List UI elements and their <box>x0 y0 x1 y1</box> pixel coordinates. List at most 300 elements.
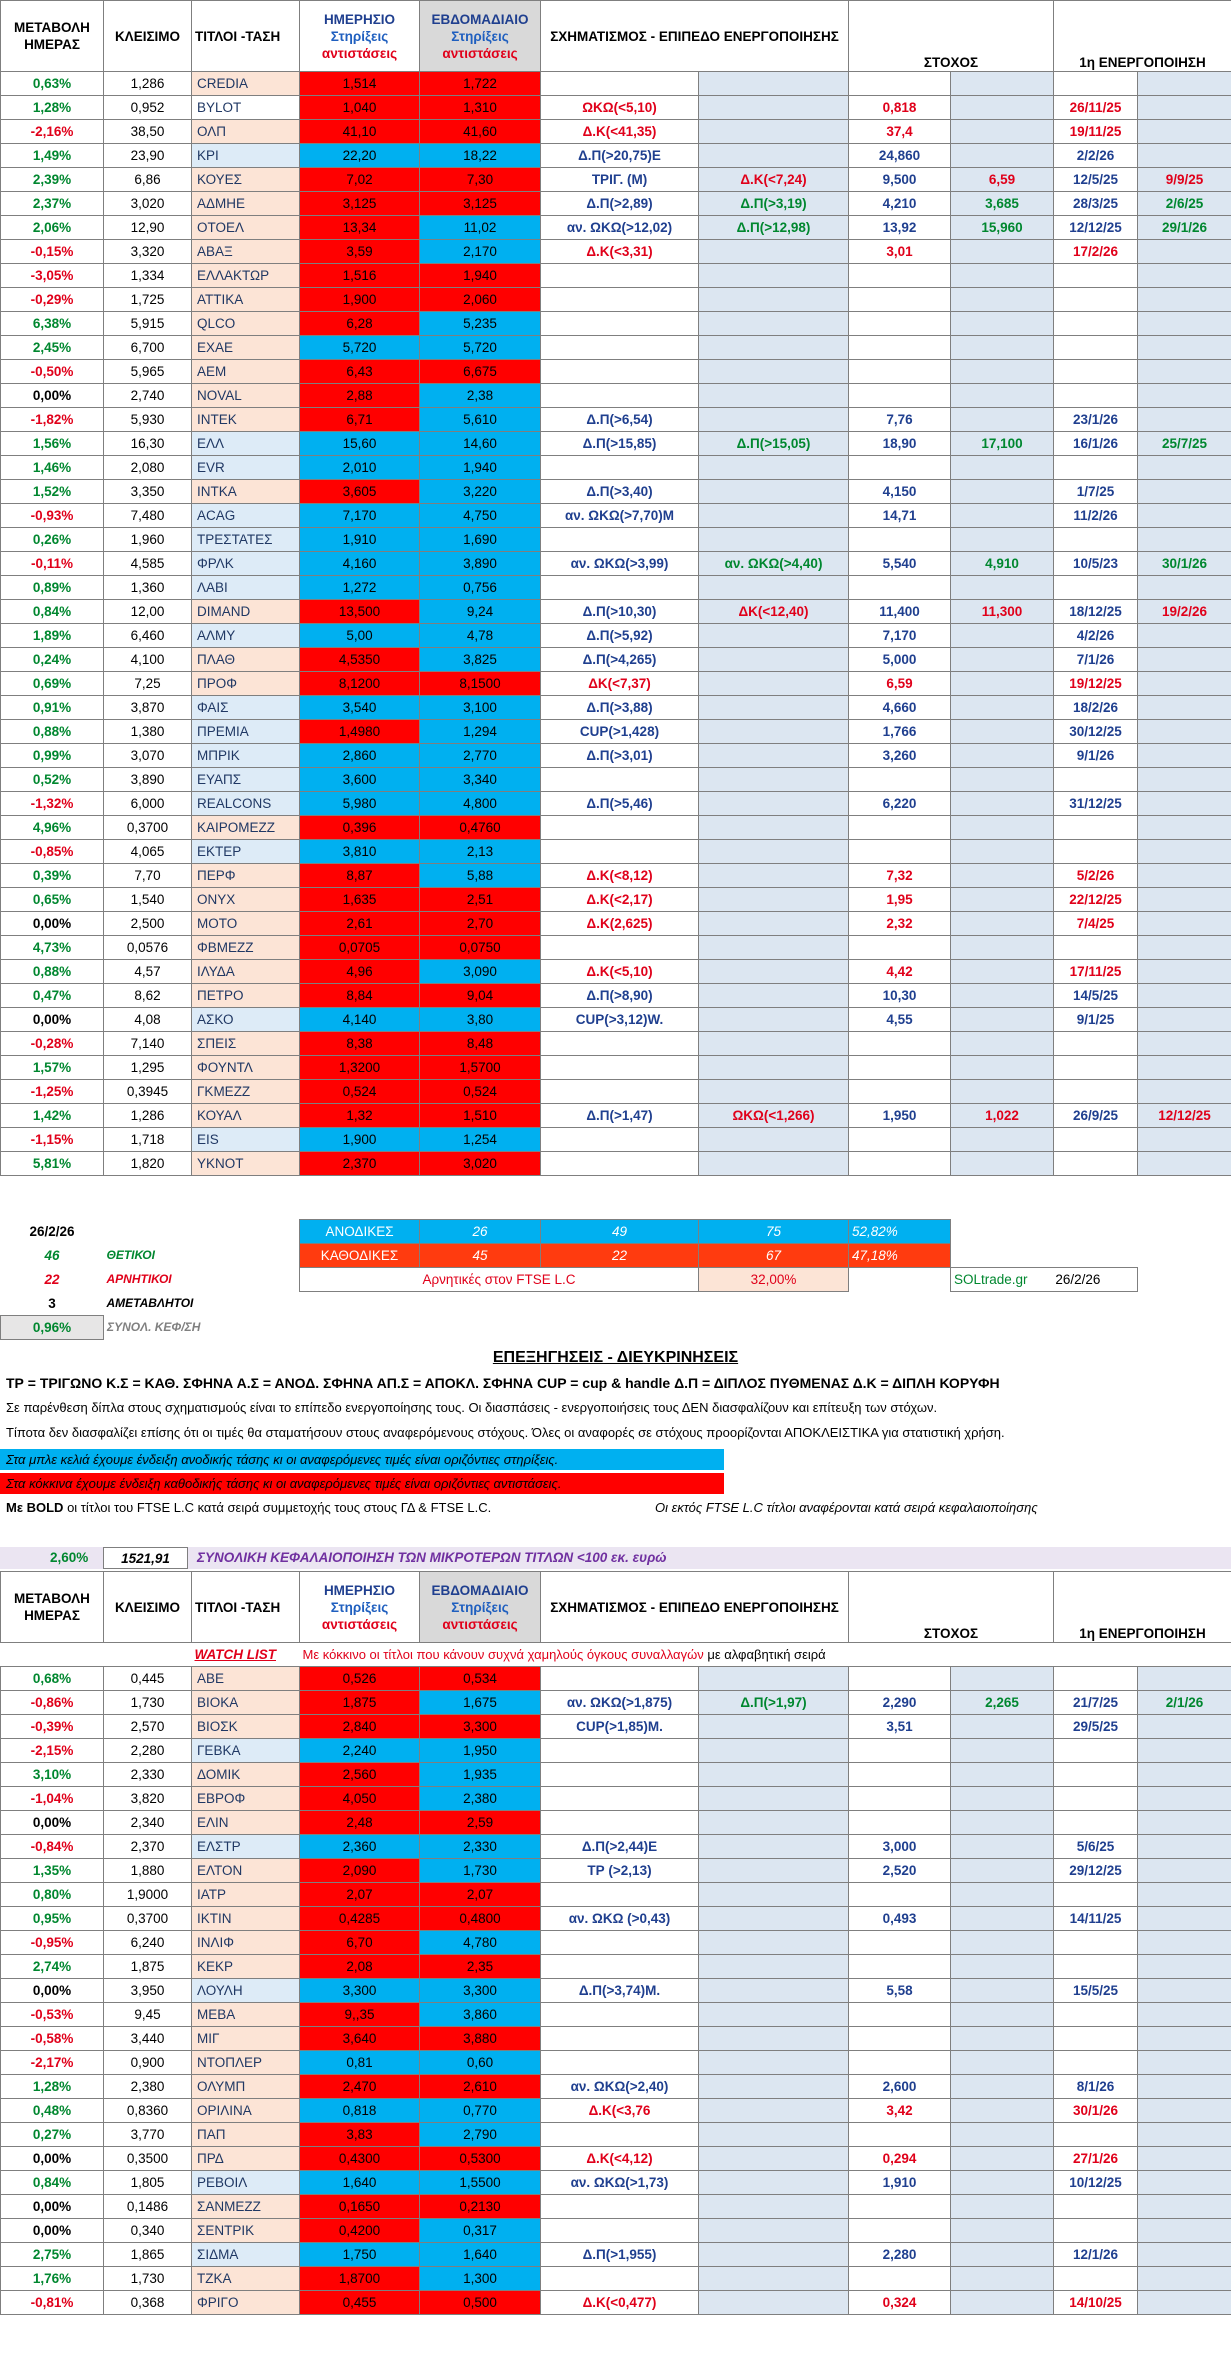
target-cell: 3,000 <box>849 1835 951 1859</box>
target-alt-cell <box>951 1955 1054 1979</box>
target-cell: 18,90 <box>849 432 951 456</box>
change-cell: 0,84% <box>1 2171 104 2195</box>
daily-level-cell: 2,010 <box>300 456 420 480</box>
activation-cell <box>1054 816 1138 840</box>
target-cell <box>849 1883 951 1907</box>
weekly-level-cell: 1,722 <box>420 72 541 96</box>
change-cell: 0,88% <box>1 720 104 744</box>
change-cell: 2,74% <box>1 1955 104 1979</box>
daily-level-cell: 3,605 <box>300 480 420 504</box>
weekly-level-cell: 1,640 <box>420 2243 541 2267</box>
target-cell <box>849 528 951 552</box>
table-row <box>1 1763 1231 1787</box>
pattern-cell: Δ.Κ(2,625) <box>541 912 699 936</box>
change-cell: 2,37% <box>1 192 104 216</box>
main-table <box>0 0 1231 1176</box>
daily-level-cell: 4,160 <box>300 552 420 576</box>
daily-level-cell: 2,840 <box>300 1715 420 1739</box>
daily-level-cell: 1,875 <box>300 1691 420 1715</box>
ticker-cell: ΕΛΙΝ <box>192 1811 300 1835</box>
target-cell <box>849 2219 951 2243</box>
watchlist-note-red: Με κόκκινο οι τίτλοι που κάνουν συχνά χαμηλούς όγκους συναλλαγών <box>302 1647 704 1662</box>
up-daily: 26 <box>420 1220 541 1244</box>
pattern-cell <box>541 288 699 312</box>
activation-cell: 30/12/25 <box>1054 720 1138 744</box>
table-row <box>1 1104 1231 1128</box>
activation-alt-cell <box>1138 2003 1231 2027</box>
weekly-level-cell: 3,125 <box>420 192 541 216</box>
daily-level-cell: 2,48 <box>300 1811 420 1835</box>
close-cell: 6,700 <box>104 336 192 360</box>
target-cell: 0,324 <box>849 2291 951 2315</box>
table-row <box>1 792 1231 816</box>
activation-alt-cell <box>1138 456 1231 480</box>
ticker-cell: ΤΡΕΣΤΑΤΕΣ <box>192 528 300 552</box>
pattern-cell: αν. ΩΚΩ(>1,875) <box>541 1691 699 1715</box>
daily-level-cell: 1,910 <box>300 528 420 552</box>
activation-cell <box>1054 360 1138 384</box>
activation-alt-cell <box>1138 144 1231 168</box>
table-row <box>1 384 1231 408</box>
activation-cell: 27/1/26 <box>1054 2147 1138 2171</box>
daily-level-cell: 0,1650 <box>300 2195 420 2219</box>
close-cell: 3,820 <box>104 1787 192 1811</box>
table-row <box>1 456 1231 480</box>
ticker-cell: ΚΟΥΕΣ <box>192 168 300 192</box>
pattern-cell: Δ.Π(>15,85) <box>541 432 699 456</box>
change-cell: 0,00% <box>1 912 104 936</box>
target-alt-cell <box>951 984 1054 1008</box>
target-alt-cell <box>951 1715 1054 1739</box>
close-cell: 3,020 <box>104 192 192 216</box>
table-row <box>1 1979 1231 2003</box>
notes-line2: Τίποτα δεν διασφαλίζει επίσης ότι οι τιμές θα σταματήσουν στους αναφερόμενους στόχους. Όλες οι αναφορές σε στόχους προορίζονται ΑΠΟΚΛΕΙΣΤΙΚΑ για στατιστική χρήση. <box>6 1425 1005 1440</box>
activation-cell: 15/5/25 <box>1054 1979 1138 2003</box>
close-cell: 0,340 <box>104 2219 192 2243</box>
pattern-alt-cell: ΩΚΩ(<1,266) <box>699 1104 849 1128</box>
target-alt-cell <box>951 1128 1054 1152</box>
change-cell: -0,81% <box>1 2291 104 2315</box>
weekly-level-cell: 1,5700 <box>420 1056 541 1080</box>
change-cell: 0,69% <box>1 672 104 696</box>
daily-level-cell: 1,750 <box>300 2243 420 2267</box>
close-cell: 38,50 <box>104 120 192 144</box>
ticker-cell: DIMAND <box>192 600 300 624</box>
pattern-alt-cell <box>699 576 849 600</box>
weekly-level-cell: 2,35 <box>420 1955 541 1979</box>
target-alt-cell: 3,685 <box>951 192 1054 216</box>
target-alt-cell <box>951 1883 1054 1907</box>
pattern-alt-cell <box>699 264 849 288</box>
daily-level-cell: 0,81 <box>300 2051 420 2075</box>
table-row <box>1 696 1231 720</box>
pattern-cell: ΤΡΙΓ. (Μ) <box>541 168 699 192</box>
weekly-level-cell: 2,770 <box>420 744 541 768</box>
ticker-cell: ΜΙΓ <box>192 2027 300 2051</box>
activation-alt-cell <box>1138 264 1231 288</box>
weekly-level-cell: 0,60 <box>420 2051 541 2075</box>
close-cell: 1,960 <box>104 528 192 552</box>
weekly-level-cell: 2,380 <box>420 1787 541 1811</box>
table-row <box>1 960 1231 984</box>
daily-level-cell: 8,84 <box>300 984 420 1008</box>
pattern-cell: Δ.Π(>8,90) <box>541 984 699 1008</box>
activation-cell: 9/1/25 <box>1054 1008 1138 1032</box>
target-cell: 5,58 <box>849 1979 951 2003</box>
weekly-level-cell: 1,940 <box>420 456 541 480</box>
header-row-2 <box>1 1572 1231 1643</box>
target-alt-cell <box>951 2123 1054 2147</box>
ticker-cell: ΑΒΕ <box>192 1667 300 1691</box>
daily-level-cell: 5,720 <box>300 336 420 360</box>
ticker-cell: REALCONS <box>192 792 300 816</box>
target-cell: 5,000 <box>849 648 951 672</box>
ticker-cell: EIS <box>192 1128 300 1152</box>
pattern-cell: Δ.Π(>3,40) <box>541 480 699 504</box>
pattern-alt-cell <box>699 864 849 888</box>
change-cell: 0,88% <box>1 960 104 984</box>
activation-alt-cell <box>1138 816 1231 840</box>
activation-cell: 19/12/25 <box>1054 672 1138 696</box>
change-cell: 0,00% <box>1 1979 104 2003</box>
summary-up-row <box>1 1220 1231 1244</box>
target-alt-cell <box>951 2267 1054 2291</box>
activation-cell <box>1054 1032 1138 1056</box>
daily-level-cell: 0,526 <box>300 1667 420 1691</box>
target-cell <box>849 2027 951 2051</box>
daily-level-cell: 13,500 <box>300 600 420 624</box>
activation-cell: 14/10/25 <box>1054 2291 1138 2315</box>
activation-cell <box>1054 1056 1138 1080</box>
pattern-alt-cell: Δ.Π(>15,05) <box>699 432 849 456</box>
daily-level-cell: 6,43 <box>300 360 420 384</box>
daily-level-cell: 0,0705 <box>300 936 420 960</box>
activation-cell: 29/5/25 <box>1054 1715 1138 1739</box>
daily-level-cell: 1,516 <box>300 264 420 288</box>
target-cell: 6,59 <box>849 672 951 696</box>
weekly-level-cell: 8,1500 <box>420 672 541 696</box>
notes-line1: Σε παρένθεση δίπλα στους σχηματισμούς είναι το επίπεδο ενεργοποίησης τους. Οι διασπάσεις - ενεργοποιήσεις τους ΔΕΝ διασφαλίζουν και επίτευξη των στόχων. <box>6 1400 938 1415</box>
change-cell: -0,50% <box>1 360 104 384</box>
activation-cell <box>1054 2003 1138 2027</box>
pattern-alt-cell <box>699 360 849 384</box>
target-cell <box>849 2195 951 2219</box>
weekly-level-cell: 1,675 <box>420 1691 541 1715</box>
pattern-alt-cell <box>699 648 849 672</box>
pattern-cell <box>541 1080 699 1104</box>
weekly-level-cell: 3,100 <box>420 696 541 720</box>
close-cell: 7,70 <box>104 864 192 888</box>
daily-title-2: ΗΜΕΡΗΣΙΟ <box>323 1582 396 1598</box>
ticker-cell: ΕΛΤΟΝ <box>192 1859 300 1883</box>
target-alt-cell <box>951 2099 1054 2123</box>
ticker-cell: ΙΛΥΔΑ <box>192 960 300 984</box>
ticker-cell: ΑΤΤΙΚΑ <box>192 288 300 312</box>
weekly-level-cell: 1,935 <box>420 1763 541 1787</box>
target-alt-cell <box>951 1907 1054 1931</box>
daily-level-cell: 6,28 <box>300 312 420 336</box>
table-row <box>1 360 1231 384</box>
weekly-level-cell: 0,5300 <box>420 2147 541 2171</box>
weekly-level-cell: 4,800 <box>420 792 541 816</box>
weekly-level-cell: 0,4800 <box>420 1907 541 1931</box>
daily-header-2 <box>300 1572 420 1643</box>
target-cell: 1,950 <box>849 1104 951 1128</box>
activation-alt-cell <box>1138 240 1231 264</box>
activation-cell: 17/11/25 <box>1054 960 1138 984</box>
activation-alt-cell <box>1138 2123 1231 2147</box>
pattern-alt-cell <box>699 696 849 720</box>
activation-alt-cell <box>1138 408 1231 432</box>
table-row <box>1 2027 1231 2051</box>
ticker-cell: ΑΕΜ <box>192 360 300 384</box>
activation-cell <box>1054 456 1138 480</box>
change-cell: -2,15% <box>1 1739 104 1763</box>
activation-alt-cell <box>1138 744 1231 768</box>
unchanged-count: 3 <box>48 1295 56 1311</box>
activation-cell: 29/12/25 <box>1054 1859 1138 1883</box>
target-alt-cell <box>951 960 1054 984</box>
weekly-level-cell: 2,07 <box>420 1883 541 1907</box>
activation-alt-cell <box>1138 1955 1231 1979</box>
pattern-cell: Δ.Κ(<41,35) <box>541 120 699 144</box>
activation-alt-cell <box>1138 1739 1231 1763</box>
activation-alt-cell: 2/6/25 <box>1138 192 1231 216</box>
smallcap-table <box>0 1571 1231 2315</box>
change-cell: 1,52% <box>1 480 104 504</box>
activation-cell <box>1054 72 1138 96</box>
daily-level-cell: 8,1200 <box>300 672 420 696</box>
target-cell <box>849 2003 951 2027</box>
activation-cell: 30/1/26 <box>1054 2099 1138 2123</box>
daily-header <box>300 1 420 72</box>
pattern-cell: αν. ΩΚΩ(>1,73) <box>541 2171 699 2195</box>
pattern-cell <box>541 2051 699 2075</box>
pattern-alt-cell <box>699 480 849 504</box>
target-alt-cell: 6,59 <box>951 168 1054 192</box>
close-cell: 0,3500 <box>104 2147 192 2171</box>
target-header: ΣΤΟΧΟΣ <box>849 1 1054 72</box>
pattern-alt-cell <box>699 840 849 864</box>
target-alt-cell <box>951 2195 1054 2219</box>
smallcap-value: 1521,91 <box>103 1547 188 1569</box>
activation-cell: 5/2/26 <box>1054 864 1138 888</box>
close-cell: 12,00 <box>104 600 192 624</box>
pattern-alt-cell <box>699 624 849 648</box>
daily-level-cell: 6,71 <box>300 408 420 432</box>
pattern-cell <box>541 840 699 864</box>
ticker-cell: ΠΛΑΘ <box>192 648 300 672</box>
pattern-alt-cell <box>699 2027 849 2051</box>
activation-alt-cell <box>1138 2147 1231 2171</box>
activation-alt-cell <box>1138 2075 1231 2099</box>
change-cell: 1,42% <box>1 1104 104 1128</box>
close-cell: 1,286 <box>104 72 192 96</box>
ticker-cell: ΛΑΒΙ <box>192 576 300 600</box>
change-cell: 0,95% <box>1 1907 104 1931</box>
activation-cell <box>1054 840 1138 864</box>
target-alt-cell <box>951 840 1054 864</box>
weekly-level-cell: 3,340 <box>420 768 541 792</box>
target-alt-cell <box>951 2051 1054 2075</box>
target-alt-cell <box>951 1080 1054 1104</box>
target-alt-cell <box>951 1008 1054 1032</box>
table-row <box>1 2099 1231 2123</box>
target-cell: 14,71 <box>849 504 951 528</box>
notes-bold-line <box>6 1500 491 1515</box>
ticker-cell: ΕΥΑΠΣ <box>192 768 300 792</box>
activation-alt-cell <box>1138 1835 1231 1859</box>
pattern-cell <box>541 1883 699 1907</box>
daily-level-cell: 0,4200 <box>300 2219 420 2243</box>
table-row <box>1 240 1231 264</box>
close-cell: 1,9000 <box>104 1883 192 1907</box>
ticker-cell: ΑΛΜΥ <box>192 624 300 648</box>
table-row <box>1 552 1231 576</box>
activation-cell <box>1054 2219 1138 2243</box>
close-cell: 6,000 <box>104 792 192 816</box>
weekly-level-cell: 5,235 <box>420 312 541 336</box>
target-cell: 3,260 <box>849 744 951 768</box>
ticker-cell: ΜΟΤΟ <box>192 912 300 936</box>
table-row <box>1 1691 1231 1715</box>
pattern-alt-cell <box>699 1787 849 1811</box>
pattern-cell: CUP(>1,428) <box>541 720 699 744</box>
close-cell: 1,875 <box>104 1955 192 1979</box>
change-cell: 0,00% <box>1 1008 104 1032</box>
table-row <box>1 840 1231 864</box>
close-cell: 5,965 <box>104 360 192 384</box>
activation-alt-cell <box>1138 984 1231 1008</box>
target-alt-cell <box>951 144 1054 168</box>
weekly-header-2 <box>420 1572 541 1643</box>
activation-alt-cell <box>1138 1763 1231 1787</box>
ticker-cell: ΣΕΝΤΡΙΚ <box>192 2219 300 2243</box>
daily-level-cell: 3,600 <box>300 768 420 792</box>
target-cell: 24,860 <box>849 144 951 168</box>
change-cell: -0,95% <box>1 1931 104 1955</box>
ticker-cell: ΡΕΒΟΙΛ <box>192 2171 300 2195</box>
activation-cell: 1/7/25 <box>1054 480 1138 504</box>
activation-cell: 4/2/26 <box>1054 624 1138 648</box>
table-row <box>1 720 1231 744</box>
activation-alt-cell <box>1138 936 1231 960</box>
target-cell <box>849 1931 951 1955</box>
pattern-alt-cell <box>699 1763 849 1787</box>
ticker-cell: ΦΡΛΚ <box>192 552 300 576</box>
change-cell: 1,28% <box>1 96 104 120</box>
activation-cell: 11/2/26 <box>1054 504 1138 528</box>
target-cell <box>849 1128 951 1152</box>
target-alt-cell <box>951 1811 1054 1835</box>
target-cell: 0,493 <box>849 1907 951 1931</box>
close-cell: 5,915 <box>104 312 192 336</box>
activation-alt-cell <box>1138 720 1231 744</box>
change-cell: 0,00% <box>1 1811 104 1835</box>
ticker-cell: BYLOT <box>192 96 300 120</box>
down-weekly: 22 <box>541 1244 699 1268</box>
pattern-alt-cell: Δ.Π(>12,98) <box>699 216 849 240</box>
weekly-level-cell: 0,524 <box>420 1080 541 1104</box>
pattern-alt-cell: Δ.Π(>3,19) <box>699 192 849 216</box>
pattern-alt-cell <box>699 1152 849 1176</box>
pattern-cell: Δ.Π(>20,75)Ε <box>541 144 699 168</box>
weekly-level-cell: 0,4760 <box>420 816 541 840</box>
cap-label: ΣΥΝΟΛ. ΚΕΦ/ΣΗ <box>107 1319 201 1334</box>
close-cell: 1,820 <box>104 1152 192 1176</box>
ticker-cell: ΜΕΒΑ <box>192 2003 300 2027</box>
activation-alt-cell: 19/2/26 <box>1138 600 1231 624</box>
target-cell <box>849 312 951 336</box>
activation-alt-cell <box>1138 960 1231 984</box>
activation-cell: 16/1/26 <box>1054 432 1138 456</box>
pattern-alt-cell <box>699 1008 849 1032</box>
target-alt-cell <box>951 792 1054 816</box>
change-cell: 0,39% <box>1 864 104 888</box>
daily-level-cell: 1,900 <box>300 1128 420 1152</box>
weekly-level-cell: 4,750 <box>420 504 541 528</box>
target-cell: 7,76 <box>849 408 951 432</box>
pattern-alt-cell <box>699 144 849 168</box>
pattern-cell <box>541 1955 699 1979</box>
pattern-cell <box>541 1152 699 1176</box>
close-cell: 2,570 <box>104 1715 192 1739</box>
weekly-level-cell: 3,090 <box>420 960 541 984</box>
target-cell <box>849 1667 951 1691</box>
target-cell <box>849 72 951 96</box>
daily-level-cell: 7,02 <box>300 168 420 192</box>
table-row <box>1 96 1231 120</box>
target-alt-cell <box>951 936 1054 960</box>
change-cell: 1,89% <box>1 624 104 648</box>
ticker-cell: ΒΙΟΚΑ <box>192 1691 300 1715</box>
pattern-cell <box>541 2027 699 2051</box>
change-cell: 0,80% <box>1 1883 104 1907</box>
pattern-cell <box>541 336 699 360</box>
close-cell: 2,740 <box>104 384 192 408</box>
table-row <box>1 1008 1231 1032</box>
table-row <box>1 2075 1231 2099</box>
weekly-level-cell: 1,254 <box>420 1128 541 1152</box>
weekly-level-cell: 2,610 <box>420 2075 541 2099</box>
daily-level-cell: 13,34 <box>300 216 420 240</box>
down-pct: 47,18% <box>849 1244 951 1268</box>
table-row <box>1 2147 1231 2171</box>
close-cell: 1,540 <box>104 888 192 912</box>
weekly-level-cell: 1,950 <box>420 1739 541 1763</box>
pattern-alt-cell <box>699 2267 849 2291</box>
activation-cell: 18/12/25 <box>1054 600 1138 624</box>
up-pct: 52,82% <box>849 1220 951 1244</box>
up-label: ΑΝΟΔΙΚΕΣ <box>300 1220 420 1244</box>
ftse-negative-pct: 32,00% <box>699 1268 849 1292</box>
activation-cell <box>1054 384 1138 408</box>
change-cell: 1,28% <box>1 2075 104 2099</box>
close-cell: 3,320 <box>104 240 192 264</box>
daily-level-cell: 1,640 <box>300 2171 420 2195</box>
pattern-alt-cell <box>699 1811 849 1835</box>
pattern-alt-cell <box>699 1128 849 1152</box>
up-weekly: 49 <box>541 1220 699 1244</box>
close-cell: 0,952 <box>104 96 192 120</box>
target-alt-cell: 11,300 <box>951 600 1054 624</box>
activation-alt-cell <box>1138 1032 1231 1056</box>
daily-level-cell: 0,396 <box>300 816 420 840</box>
ticker-cell: ΝΤΟΠΛΕΡ <box>192 2051 300 2075</box>
activation-alt-cell <box>1138 840 1231 864</box>
table-row <box>1 1907 1231 1931</box>
activation-cell: 28/3/25 <box>1054 192 1138 216</box>
